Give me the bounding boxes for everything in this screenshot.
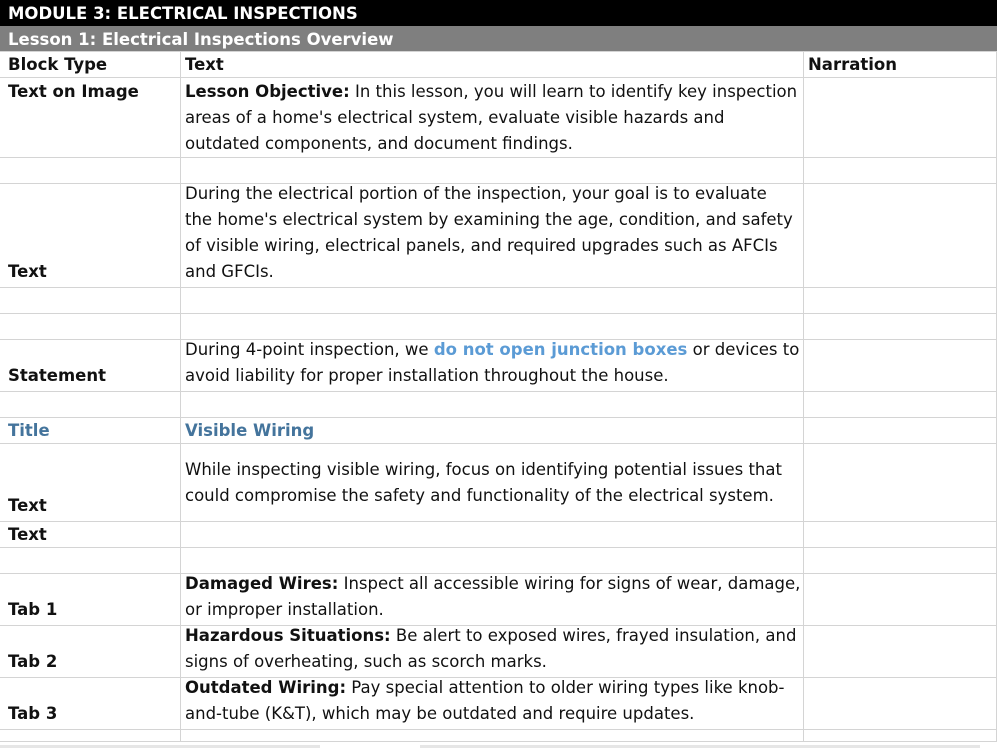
text-line: the home's electrical system by examining the age, condition, and safety	[185, 210, 793, 229]
text-line: and GFCIs.	[185, 262, 274, 281]
row-label: Hazardous Situations:	[185, 626, 391, 645]
block-type-cell[interactable]	[0, 548, 181, 574]
block-type-cell[interactable]: Statement	[0, 340, 181, 392]
table-row	[0, 78, 997, 158]
block-type-cell[interactable]: Text	[0, 444, 181, 522]
text-cell[interactable]	[181, 158, 804, 184]
block-type-cell[interactable]: Tab 3	[0, 678, 181, 730]
narration-cell[interactable]	[804, 522, 997, 548]
block-type-cell[interactable]	[0, 288, 181, 314]
narration-cell[interactable]	[804, 314, 997, 340]
narration-cell[interactable]	[804, 78, 997, 158]
narration-cell[interactable]	[804, 288, 997, 314]
narration-cell[interactable]	[804, 158, 997, 184]
text-line: could compromise the safety and functionality of the electrical system.	[185, 486, 774, 505]
lesson-title[interactable]: Lesson 1: Electrical Inspections Overview	[0, 26, 997, 52]
text-line: outdated components, and document findings.	[185, 134, 573, 153]
header-row	[0, 52, 997, 78]
text-line: or improper installation.	[185, 600, 384, 619]
narration-cell[interactable]	[804, 730, 997, 742]
narration-cell[interactable]	[804, 340, 997, 392]
table-row	[0, 418, 997, 444]
narration-cell[interactable]	[804, 392, 997, 418]
text-cell[interactable]	[181, 314, 804, 340]
text-line: Be alert to exposed wires, frayed insulation, and	[395, 626, 797, 645]
text-line: While inspecting visible wiring, focus on identifying potential issues that	[185, 460, 782, 479]
text-cell[interactable]	[181, 626, 804, 678]
table-row	[0, 444, 997, 522]
text-cell[interactable]	[181, 444, 804, 522]
table-row	[0, 548, 997, 574]
table-row	[0, 392, 997, 418]
block-type-cell[interactable]: Text on Image	[0, 78, 181, 158]
narration-cell[interactable]	[804, 184, 997, 288]
block-type-cell[interactable]: Title	[0, 418, 181, 444]
text-line: of visible wiring, electrical panels, and required upgrades such as AFCIs	[185, 236, 778, 255]
text-cell[interactable]	[181, 392, 804, 418]
table-row	[0, 626, 997, 678]
horizontal-scrollbar[interactable]	[0, 742, 997, 748]
text-line: Pay special attention to older wiring types like knob-	[351, 678, 785, 697]
text-line: signs of overheating, such as scorch marks.	[185, 652, 547, 671]
text-cell[interactable]	[181, 574, 804, 626]
text-cell[interactable]	[181, 288, 804, 314]
header-narration[interactable]: Narration	[804, 52, 997, 78]
block-type-cell[interactable]: Tab 1	[0, 574, 181, 626]
block-type-cell[interactable]	[0, 314, 181, 340]
block-type-cell[interactable]	[0, 158, 181, 184]
table-row	[0, 574, 997, 626]
text-cell[interactable]	[181, 78, 804, 158]
header-text[interactable]: Text	[181, 52, 804, 78]
block-type-cell[interactable]	[0, 730, 181, 742]
narration-cell[interactable]	[804, 418, 997, 444]
table-row	[0, 340, 997, 392]
table-row	[0, 678, 997, 730]
narration-cell[interactable]	[804, 626, 997, 678]
row-label: Lesson Objective:	[185, 82, 350, 101]
text-cell[interactable]	[181, 730, 804, 742]
text-line: During the electrical portion of the inspection, your goal is to evaluate	[185, 184, 767, 203]
text-cell[interactable]: Visible Wiring	[181, 418, 804, 444]
text-cell[interactable]	[181, 340, 804, 392]
row-label: Damaged Wires:	[185, 574, 339, 593]
block-type-cell[interactable]: Text	[0, 522, 181, 548]
text-cell[interactable]	[181, 548, 804, 574]
text-line: Inspect all accessible wiring for signs of wear, damage,	[343, 574, 801, 593]
text-line: and-tube (K&T), which may be outdated and require updates.	[185, 704, 695, 723]
narration-cell[interactable]	[804, 678, 997, 730]
block-type-cell[interactable]: Tab 2	[0, 626, 181, 678]
narration-cell[interactable]	[804, 444, 997, 522]
text-line: avoid liability for proper installation throughout the house.	[185, 366, 669, 385]
highlighted-text: do not open junction boxes	[433, 340, 688, 359]
text-line: areas of a home's electrical system, evaluate visible hazards and	[185, 108, 725, 127]
block-type-cell[interactable]	[0, 392, 181, 418]
narration-cell[interactable]	[804, 548, 997, 574]
text-line: In this lesson, you will learn to identify key inspection	[354, 82, 798, 101]
table-row	[0, 184, 997, 288]
narration-cell[interactable]	[804, 574, 997, 626]
table-row	[0, 288, 997, 314]
table-row	[0, 730, 997, 742]
table-row	[0, 158, 997, 184]
text-cell[interactable]	[181, 522, 804, 548]
table-row	[0, 522, 997, 548]
row-label: Outdated Wiring:	[185, 678, 347, 697]
header-block-type[interactable]: Block Type	[0, 52, 181, 78]
text-cell[interactable]	[181, 678, 804, 730]
text-line: During 4-point inspection, we	[185, 340, 434, 359]
module-title[interactable]: MODULE 3: ELECTRICAL INSPECTIONS	[0, 0, 997, 26]
block-type-cell[interactable]: Text	[0, 184, 181, 288]
table-row	[0, 314, 997, 340]
text-cell[interactable]	[181, 184, 804, 288]
text-line: or devices to	[687, 340, 800, 359]
